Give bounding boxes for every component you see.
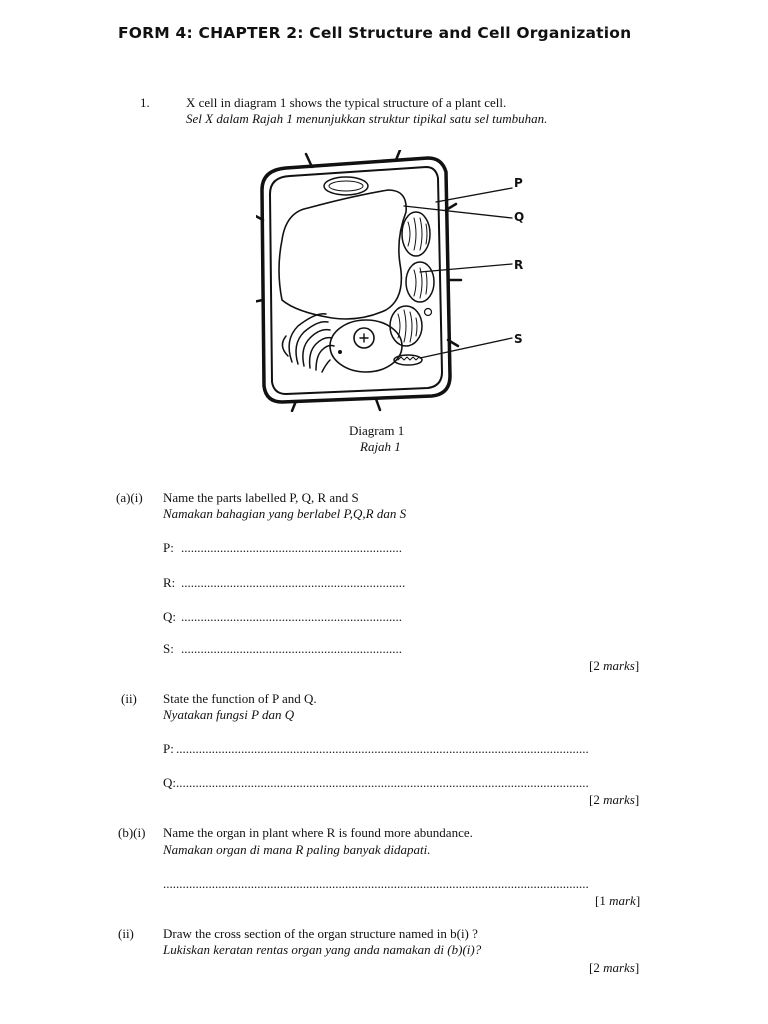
- part-number-b-i: (b)(i): [118, 825, 146, 840]
- chloroplast-right-1: [402, 212, 430, 256]
- marks-a-i: [2 marks]: [589, 658, 640, 673]
- marks-b-ii: [2 marks]: [589, 960, 640, 975]
- leader-line-q: [404, 206, 512, 218]
- label-s: S: [514, 332, 523, 346]
- part-number-a-i: (a)(i): [116, 490, 143, 505]
- marks-b-i: [1 mark]: [595, 893, 641, 908]
- answer-blank-s[interactable]: ....................................................................: [181, 641, 402, 656]
- marks-a-ii: [2 marks]: [589, 792, 640, 807]
- answer-blank-q[interactable]: ....................................................................: [181, 609, 402, 624]
- answer-blank-function-p[interactable]: ...............................................................................................................................: [176, 741, 589, 756]
- diagram-caption-ms: Rajah 1: [360, 439, 401, 454]
- leader-line-r: [420, 264, 512, 272]
- label-q: Q: [514, 210, 525, 224]
- golgi-body: [282, 314, 334, 372]
- part-a-ii-text-en: State the function of P and Q.: [163, 691, 317, 706]
- label-p: P: [514, 176, 523, 190]
- diagram-caption-en: Diagram 1: [349, 423, 405, 438]
- answer-blank-p[interactable]: ....................................................................: [181, 540, 402, 555]
- leader-line-s: [420, 338, 512, 358]
- part-b-i-text-ms: Namakan organ di mana R paling banyak didapati.: [163, 842, 431, 857]
- answer-label-function-q: Q:: [163, 775, 176, 790]
- part-number-b-ii: (ii): [118, 926, 134, 941]
- answer-label-q: Q:: [163, 609, 176, 624]
- answer-label-p: P:: [163, 540, 174, 555]
- answer-blank-r[interactable]: .....................................................................: [181, 575, 406, 590]
- answer-label-s: S:: [163, 641, 174, 656]
- label-r: R: [514, 258, 524, 272]
- part-a-i-text-en: Name the parts labelled P, Q, R and S: [163, 490, 359, 505]
- answer-blank-organ[interactable]: ...................................................................................................................................: [163, 876, 589, 891]
- chloroplast-right-2: [406, 262, 434, 302]
- plant-cell-diagram: [256, 150, 546, 412]
- answer-label-function-p: P:: [163, 741, 174, 756]
- question-number: 1.: [140, 95, 150, 110]
- question-text-en: X cell in diagram 1 shows the typical structure of a plant cell.: [186, 95, 507, 110]
- part-b-i-text-en: Name the organ in plant where R is found more abundance.: [163, 825, 473, 840]
- answer-label-r: R:: [163, 575, 176, 590]
- chloroplast-top: [324, 177, 368, 195]
- part-a-i-text-ms: Namakan bahagian yang berlabel P,Q,R dan S: [163, 506, 407, 521]
- part-b-ii-text-ms: Lukiskan keratan rentas organ yang anda namakan di (b)(i)?: [163, 942, 482, 957]
- answer-blank-function-q[interactable]: ...............................................................................................................................: [176, 775, 589, 790]
- part-b-ii-text-en: Draw the cross section of the organ structure named in b(i) ?: [163, 926, 478, 941]
- part-a-ii-text-ms: Nyatakan fungsi P dan Q: [163, 707, 295, 722]
- question-text-ms: Sel X dalam Rajah 1 menunjukkan struktur tipikal satu sel tumbuhan.: [186, 111, 548, 126]
- part-number-a-ii: (ii): [121, 691, 137, 706]
- chloroplast-right-3: [390, 306, 422, 346]
- vacuole: [279, 190, 406, 319]
- page-title: FORM 4: CHAPTER 2: Cell Structure and Cell Organization: [118, 24, 632, 42]
